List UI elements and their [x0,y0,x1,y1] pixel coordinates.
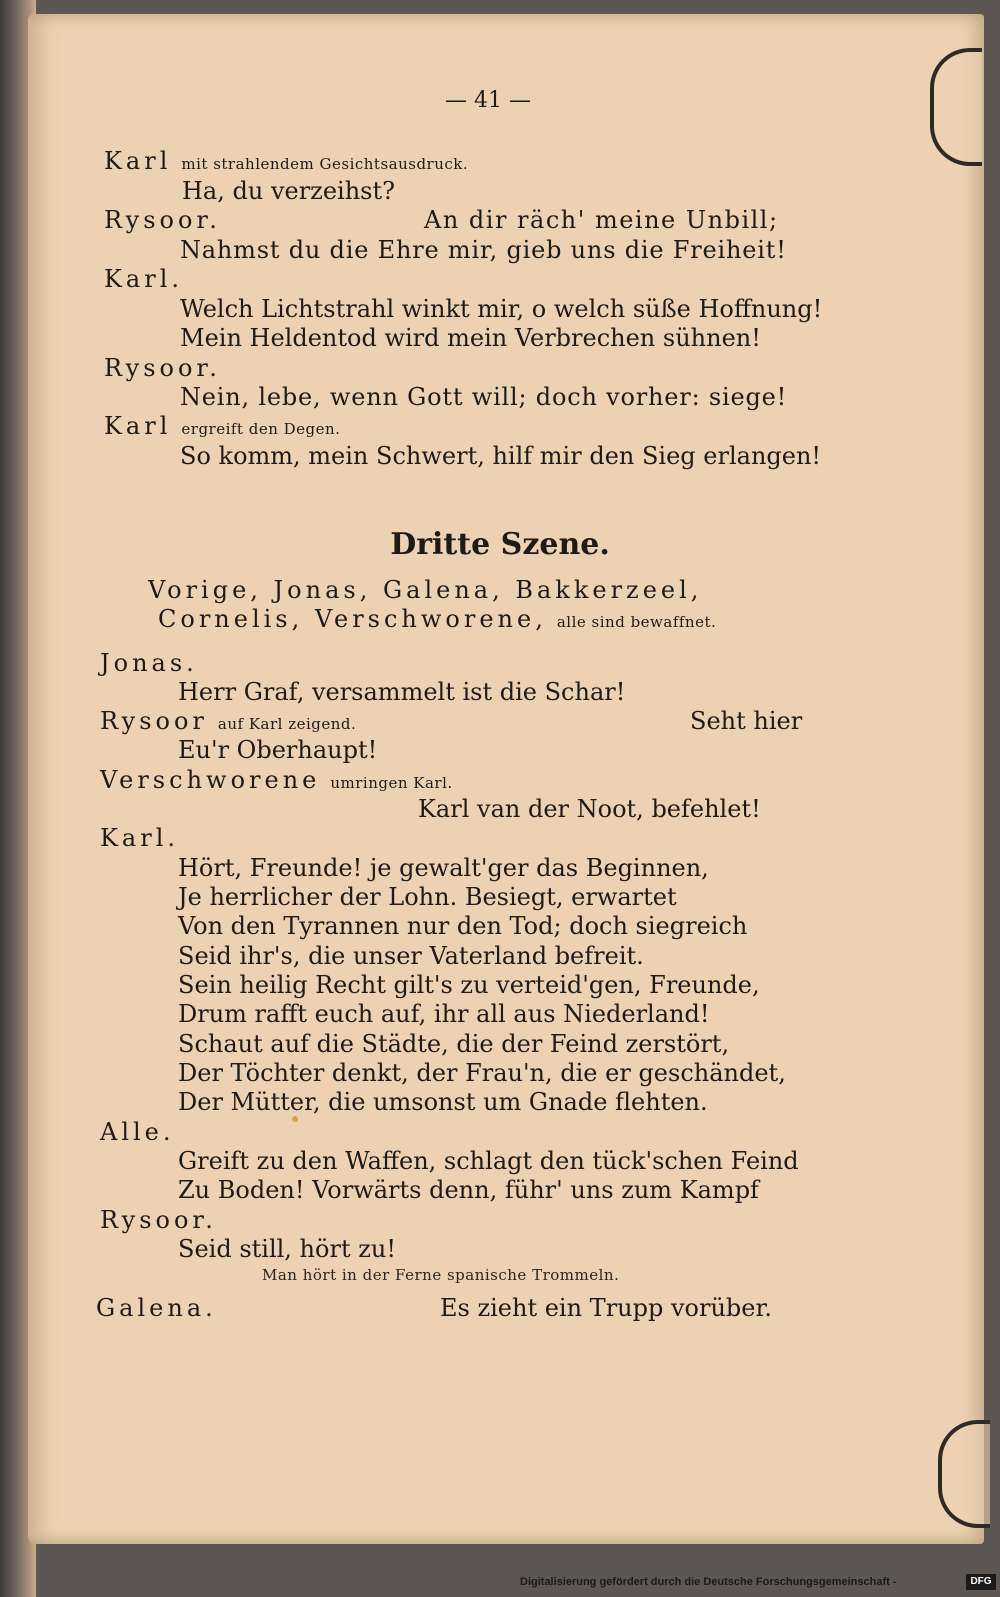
speaker-name: Karl. [104,265,184,293]
verse-line: Je herrlicher der Lohn. Besiegt, erwartet [178,883,677,911]
speaker-name: Galena. [96,1294,217,1322]
verse-line: Mein Heldentod wird mein Verbrechen sühnen! [180,324,761,352]
speaker-name: Verschworene [100,766,321,794]
page-clip-bottom [938,1420,990,1528]
speaker-name: Rysoor. [104,354,221,382]
funding-footer: Digitalisierung gefördert durch die Deutsche Forschungsgemeinschaft - [520,1576,897,1588]
speaker-line [100,765,453,798]
verse-line: Greift zu den Waffen, schlagt den tück'schen Feind [178,1147,799,1175]
stage-note: umringen Karl. [330,774,453,792]
verse-line: Sein heilig Recht gilt's zu verteid'gen, Freunde, [178,971,760,999]
page-number: — 41 — [445,88,531,113]
speaker-line [104,146,468,179]
scene-heading: Dritte Szene. [390,527,610,562]
verse-line: Seht hier [690,707,803,735]
verse-line: Karl van der Noot, befehlet! [418,795,761,823]
verse-line: Nahmst du die Ehre mir, gieb uns die Freiheit! [180,236,787,264]
stage-note: ergreift den Degen. [181,420,341,438]
speaker-name: Karl [104,412,172,440]
dfg-logo: DFG [966,1574,996,1590]
speaker-name: Karl [104,147,172,175]
speaker-name: Alle. [100,1118,175,1146]
speaker-name: Karl. [100,824,180,852]
verse-line: Seid ihr's, die unser Vaterland befreit. [178,942,644,970]
verse-line: Herr Graf, versammelt ist die Schar! [178,678,626,706]
verse-line: Zu Boden! Vorwärts denn, führ' uns zum Kampf [178,1176,759,1204]
cast-list-line [158,604,716,637]
verse-line: Nein, lebe, wenn Gott will; doch vorher: siege! [180,383,788,411]
verse-line: So komm, mein Schwert, hilf mir den Sieg erlangen! [180,442,822,470]
stage-note: auf Karl zeigend. [217,715,357,733]
paper-speck [292,1116,298,1122]
verse-line: Der Töchter denkt, der Frau'n, die er geschändet, [178,1059,786,1087]
speaker-line [104,411,340,444]
verse-line: Der Mütter, die umsonst um Gnade flehten. [178,1088,708,1116]
speaker-name: Rysoor. [104,206,221,234]
verse-line: Schaut auf die Städte, die der Feind zerstört, [178,1030,730,1058]
verse-line: An dir räch' meine Unbill; [424,206,779,234]
cast-list-line: Vorige, Jonas, Galena, Bakkerzeel, [148,576,703,604]
speaker-name: Jonas. [100,649,198,677]
stage-note: alle sind bewaffnet. [556,613,717,631]
speaker-name: Rysoor. [100,1206,217,1234]
verse-line: Welch Lichtstrahl winkt mir, o welch süße Hoffnung! [180,295,823,323]
cast-names: Cornelis, Verschworene, [158,605,547,633]
verse-line: Seid still, hört zu! [178,1235,396,1263]
verse-line: Es zieht ein Trupp vorüber. [440,1294,772,1322]
verse-line: Ha, du verzeihst? [182,177,395,205]
verse-line: Drum rafft euch auf, ihr all aus Niederland! [178,1000,710,1028]
verse-line: Eu'r Oberhaupt! [178,736,378,764]
verse-line: Hört, Freunde! je gewalt'ger das Beginnen, [178,854,709,882]
stage-direction: Man hört in der Ferne spanische Trommeln. [262,1266,620,1284]
speaker-name: Rysoor [100,707,208,735]
stage-note: mit strahlendem Gesichtsausdruck. [181,155,469,173]
verse-line: Von den Tyrannen nur den Tod; doch siegreich [178,912,748,940]
